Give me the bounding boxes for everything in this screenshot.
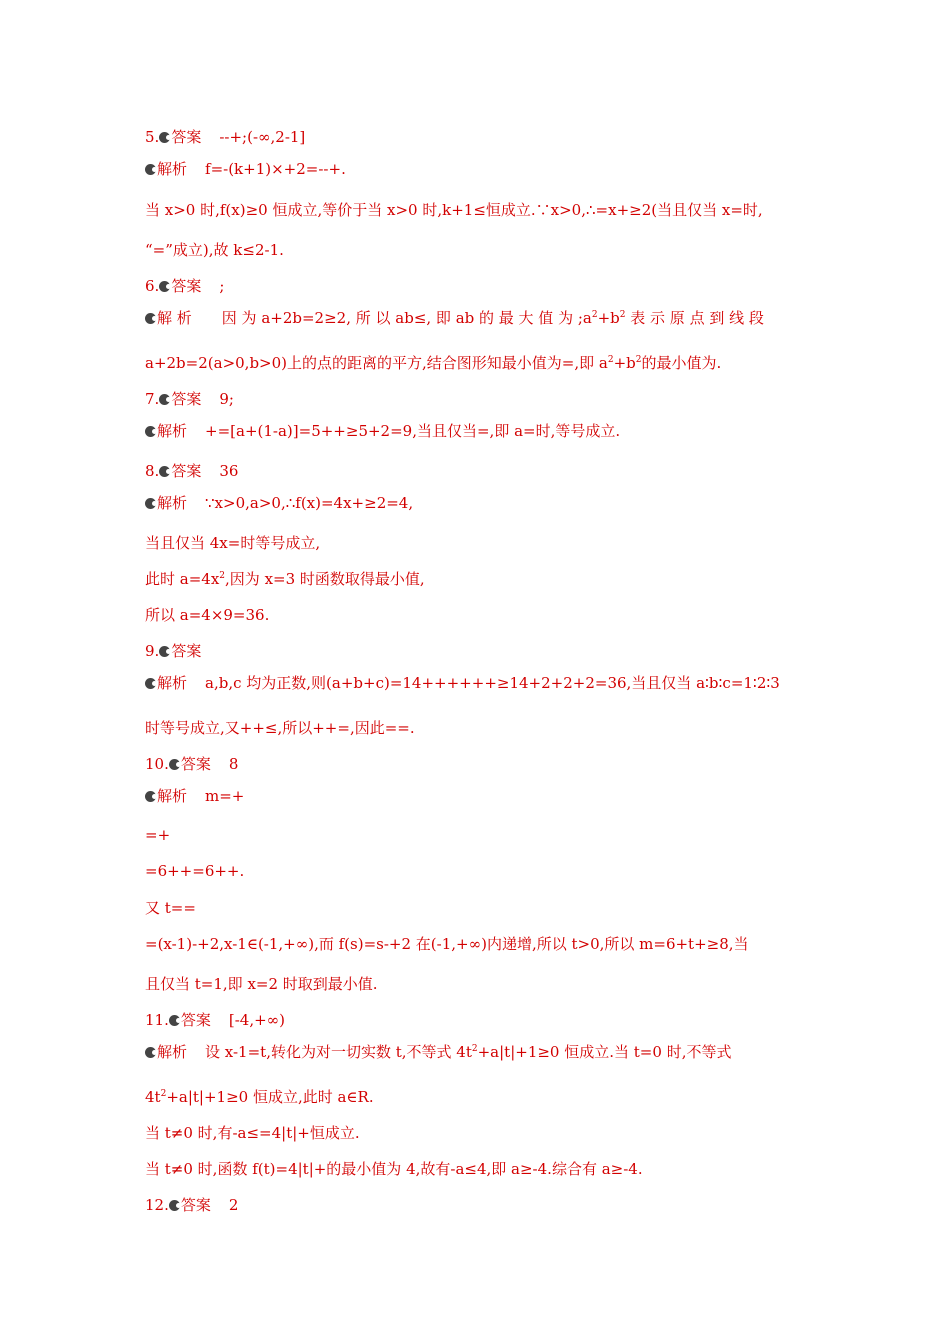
analysis-label: 解析 (157, 422, 188, 440)
q8-analysis-line-3 (145, 569, 810, 589)
superscript: 2 (219, 571, 226, 581)
question-number: 12. (145, 1196, 169, 1214)
question-number: 6. (145, 277, 160, 295)
q6-analysis-text-2b: +b (613, 354, 636, 372)
q7-analysis-text-1: +=[a+(1-a)]=5++≥5+2=9,当且仅当=,即 a=时,等号成立. (205, 422, 621, 440)
q10-analysis-line-5: =(x-1)-+2,x-1∈(-1,+∞),而 f(s)=s-+2 在(-1,+∞)内递增,所以 t>0,所以 m=6+t+≥8,当 (145, 935, 749, 953)
q7-analysis-line-1 (145, 421, 810, 441)
answer-label: 答案 (171, 277, 202, 295)
q7-answer-line (145, 389, 810, 409)
answer-icon (159, 281, 170, 292)
q11-analysis-text-1b: +a|t|+1≥0 恒成立.当 t=0 时,不等式 (477, 1043, 732, 1061)
question-number: 5. (145, 128, 160, 146)
answer-icon (159, 466, 170, 477)
answer-label: 答案 (171, 462, 202, 480)
q10-analysis-line-2: =+ (145, 826, 171, 844)
q8-analysis-line-2: 当且仅当 4x=时等号成立, (145, 534, 321, 552)
q5-analysis-line-3: “=”成立),故 k≤2-1. (145, 241, 284, 259)
superscript: 2 (635, 355, 642, 365)
q7-answer-text: 9; (219, 390, 234, 408)
q11-analysis-text-2a: 4t (145, 1088, 161, 1106)
q8-analysis-text-1: ∵x>0,a>0,∴f(x)=4x+≥2=4, (205, 494, 414, 512)
q6-analysis-text-2c: 的最小值为. (641, 354, 722, 372)
q6-analysis-text-1b: +b (597, 309, 620, 327)
analysis-icon (145, 678, 156, 689)
q11-analysis-text-1a: 设 x-1=t,转化为对一切实数 t,不等式 4t (205, 1043, 472, 1061)
q12-answer-line (145, 1195, 810, 1215)
answer-icon (159, 646, 170, 657)
q9-analysis-line-1 (145, 673, 810, 693)
analysis-icon (145, 791, 156, 802)
q5-analysis-line-2: 当 x>0 时,f(x)≥0 恒成立,等价于当 x>0 时,k+1≤恒成立.∵x>0,∴=x+≥2(当且仅当 x=时, (145, 201, 763, 219)
q6-answer-line (145, 276, 810, 296)
superscript: 2 (607, 355, 614, 365)
answer-icon (169, 759, 180, 770)
q9-analysis-text-1: a,b,c 均为正数,则(a+b+c)=14++++++≥14+2+2+2=36,当且仅当 a∶b∶c=1∶2∶3 (205, 674, 780, 692)
analysis-label: 解 析 (157, 309, 192, 327)
q5-analysis-line-1 (145, 159, 810, 179)
q10-analysis-line-4: 又 t== (145, 899, 196, 917)
answer-label: 答案 (180, 755, 211, 773)
q8-analysis-line-1 (145, 493, 810, 513)
answer-icon (159, 132, 170, 143)
answer-icon (159, 394, 170, 405)
q8-answer-text: 36 (219, 462, 239, 480)
q8-analysis-text-3b: ,因为 x=3 时函数取得最小值, (225, 570, 425, 588)
q9-answer-line (145, 641, 810, 661)
q11-analysis-text-2b: +a|t|+1≥0 恒成立,此时 a∈R. (166, 1088, 374, 1106)
question-number: 11. (145, 1011, 169, 1029)
analysis-label: 解析 (157, 160, 188, 178)
q8-analysis-line-4: 所以 a=4×9=36. (145, 606, 270, 624)
answer-icon (169, 1015, 180, 1026)
q6-analysis-text-1a: 因 为 a+2b=2≥2, 所 以 ab≤, 即 ab 的 最 大 值 为 ;a (221, 309, 592, 327)
q10-analysis-line-6: 且仅当 t=1,即 x=2 时取到最小值. (145, 975, 378, 993)
analysis-icon (145, 426, 156, 437)
analysis-icon (145, 498, 156, 509)
q8-answer-line (145, 461, 810, 481)
q5-answer-line (145, 127, 810, 147)
q10-analysis-line-1 (145, 786, 810, 806)
q10-answer-line (145, 754, 810, 774)
q8-analysis-text-3a: 此时 a=4x (145, 570, 220, 588)
q11-answer-line (145, 1010, 810, 1030)
answer-label: 答案 (180, 1011, 211, 1029)
q6-analysis-text-1c: 表 示 原 点 到 线 段 (630, 309, 764, 327)
question-number: 10. (145, 755, 169, 773)
q10-analysis-line-3: =6++=6++. (145, 862, 245, 880)
answer-label: 答案 (180, 1196, 211, 1214)
q11-analysis-line-1 (145, 1042, 810, 1062)
q10-analysis-text-1: m=+ (205, 787, 245, 805)
q11-answer-text: [-4,+∞) (228, 1011, 286, 1029)
analysis-label: 解析 (157, 1043, 188, 1061)
analysis-label: 解析 (157, 674, 188, 692)
answer-label: 答案 (171, 642, 202, 660)
analysis-icon (145, 313, 156, 324)
q11-analysis-line-3: 当 t≠0 时,有-a≤=4|t|+恒成立. (145, 1124, 360, 1142)
question-number: 9. (145, 642, 160, 660)
answer-label: 答案 (171, 390, 202, 408)
q5-analysis-text-1: f=-(k+1)×+2=--+. (205, 160, 346, 178)
superscript: 2 (160, 1089, 167, 1099)
superscript: 2 (471, 1044, 478, 1054)
q5-answer-text: --+;(-∞,2-1] (219, 128, 306, 146)
superscript: 2 (619, 310, 626, 320)
q9-analysis-line-2: 时等号成立,又++≤,所以++=,因此==. (145, 719, 415, 737)
q6-analysis-text-2a: a+2b=2(a>0,b>0)上的点的距离的平方,结合图形知最小值为=,即 a (145, 354, 608, 372)
analysis-icon (145, 1047, 156, 1058)
q6-analysis-line-1 (145, 308, 810, 328)
answer-label: 答案 (171, 128, 202, 146)
analysis-icon (145, 164, 156, 175)
answer-icon (169, 1200, 180, 1211)
superscript: 2 (591, 310, 598, 320)
q6-analysis-line-2 (145, 353, 810, 373)
q11-analysis-line-4: 当 t≠0 时,函数 f(t)=4|t|+的最小值为 4,故有-a≤4,即 a≥-4.综合有 a≥-4. (145, 1160, 643, 1178)
question-number: 8. (145, 462, 160, 480)
q10-answer-text: 8 (228, 755, 239, 773)
analysis-label: 解析 (157, 494, 188, 512)
q6-answer-text: ; (219, 277, 225, 295)
q11-analysis-line-2 (145, 1087, 810, 1107)
question-number: 7. (145, 390, 160, 408)
analysis-label: 解析 (157, 787, 188, 805)
q12-answer-text: 2 (228, 1196, 239, 1214)
